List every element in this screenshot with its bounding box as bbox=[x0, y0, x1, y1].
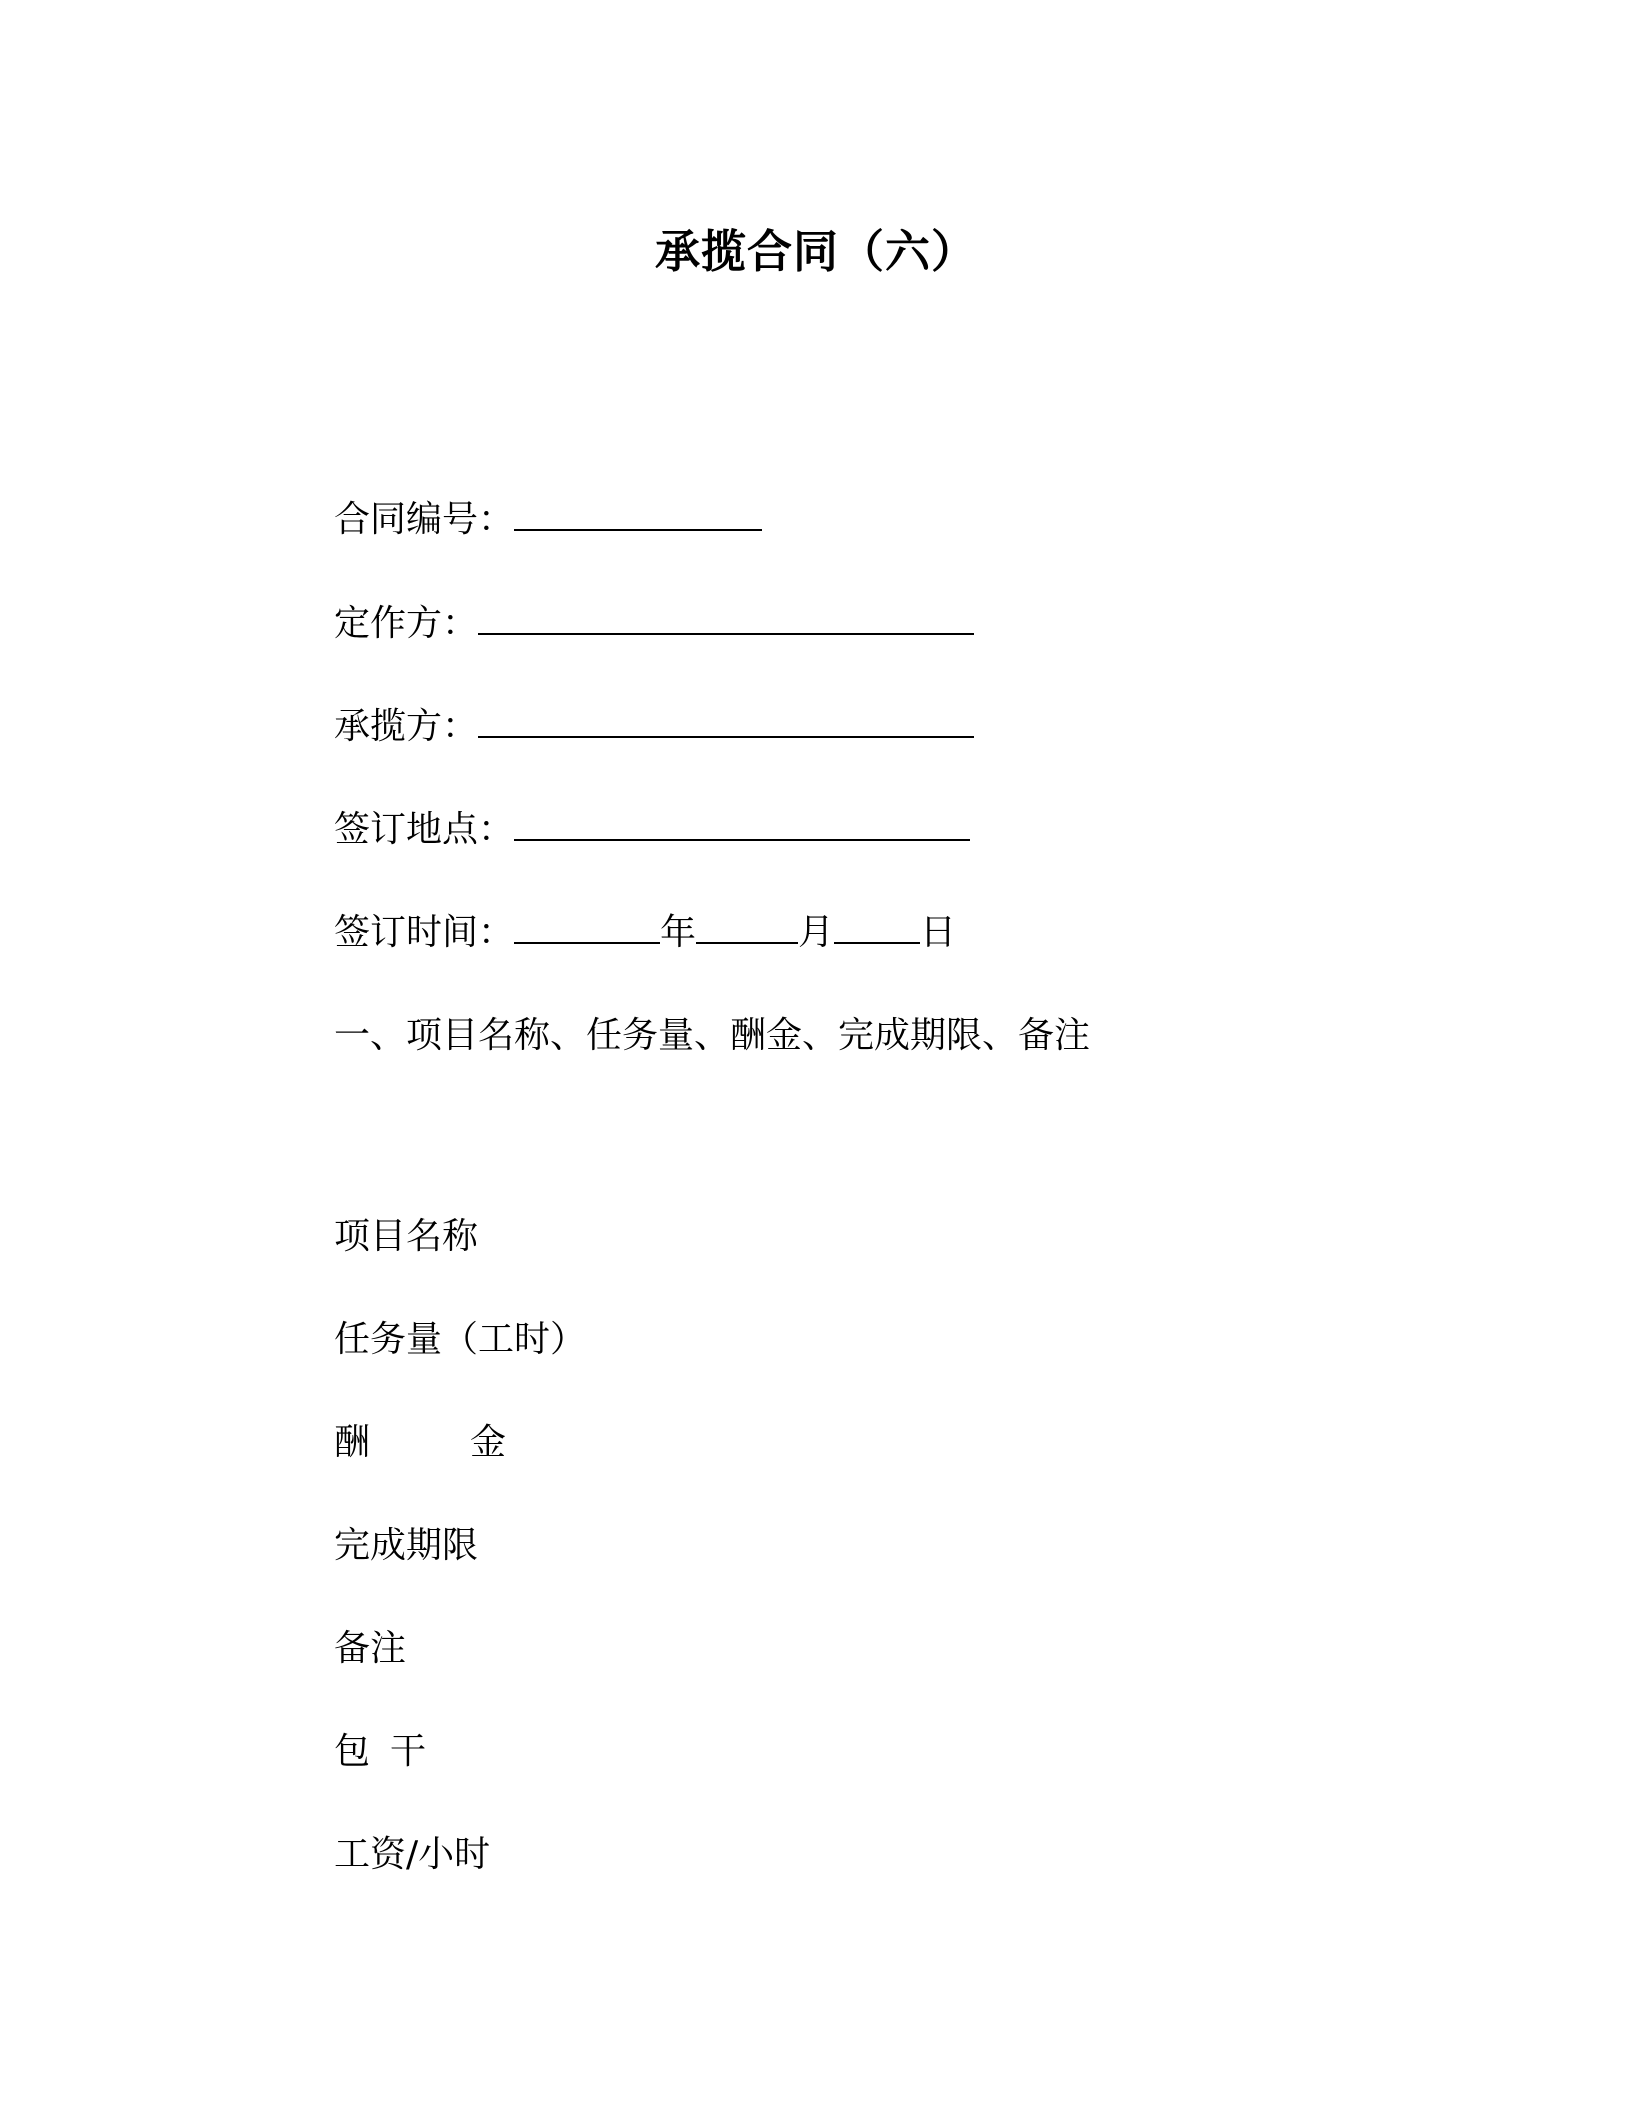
lump-char-2: 干 bbox=[390, 1731, 427, 1772]
item-project-name: 项目名称 bbox=[334, 1216, 479, 1257]
orderer-blank[interactable] bbox=[478, 603, 974, 635]
field-orderer bbox=[334, 600, 974, 648]
sign-year-blank[interactable] bbox=[514, 912, 660, 944]
lump-char-1: 包 bbox=[334, 1731, 371, 1772]
year-label: 年 bbox=[660, 912, 697, 953]
section-1-heading: 一、项目名称、任务量、酬金、完成期限、备注 bbox=[334, 1015, 1091, 1056]
day-label: 日 bbox=[920, 912, 957, 953]
page-title: 承揽合同（六） bbox=[654, 225, 977, 278]
item-deadline: 完成期限 bbox=[334, 1525, 479, 1566]
sign-day-blank[interactable] bbox=[834, 912, 920, 944]
field-sign-time bbox=[334, 909, 956, 957]
contract-no-blank[interactable] bbox=[514, 499, 762, 531]
contract-no-label: 合同编号： bbox=[334, 499, 515, 540]
item-wage: 工资/小时 bbox=[334, 1834, 491, 1875]
sign-time-label: 签订时间： bbox=[334, 912, 515, 953]
sign-place-blank[interactable] bbox=[514, 809, 970, 841]
sign-month-blank[interactable] bbox=[696, 912, 798, 944]
reward-char-2: 金 bbox=[470, 1422, 507, 1463]
sign-place-label: 签订地点： bbox=[334, 809, 515, 850]
month-label: 月 bbox=[798, 912, 835, 953]
orderer-label: 定作方： bbox=[334, 603, 479, 644]
field-contractor bbox=[334, 703, 974, 751]
item-workload: 任务量（工时） bbox=[334, 1319, 587, 1360]
contractor-label: 承揽方： bbox=[334, 706, 479, 747]
field-sign-place bbox=[334, 806, 970, 854]
reward-char-1: 酬 bbox=[334, 1422, 371, 1463]
item-reward bbox=[334, 1419, 506, 1467]
item-remarks: 备注 bbox=[334, 1628, 407, 1669]
field-contract-no bbox=[334, 496, 762, 544]
contractor-blank[interactable] bbox=[478, 706, 974, 738]
item-lump-sum bbox=[334, 1728, 426, 1776]
